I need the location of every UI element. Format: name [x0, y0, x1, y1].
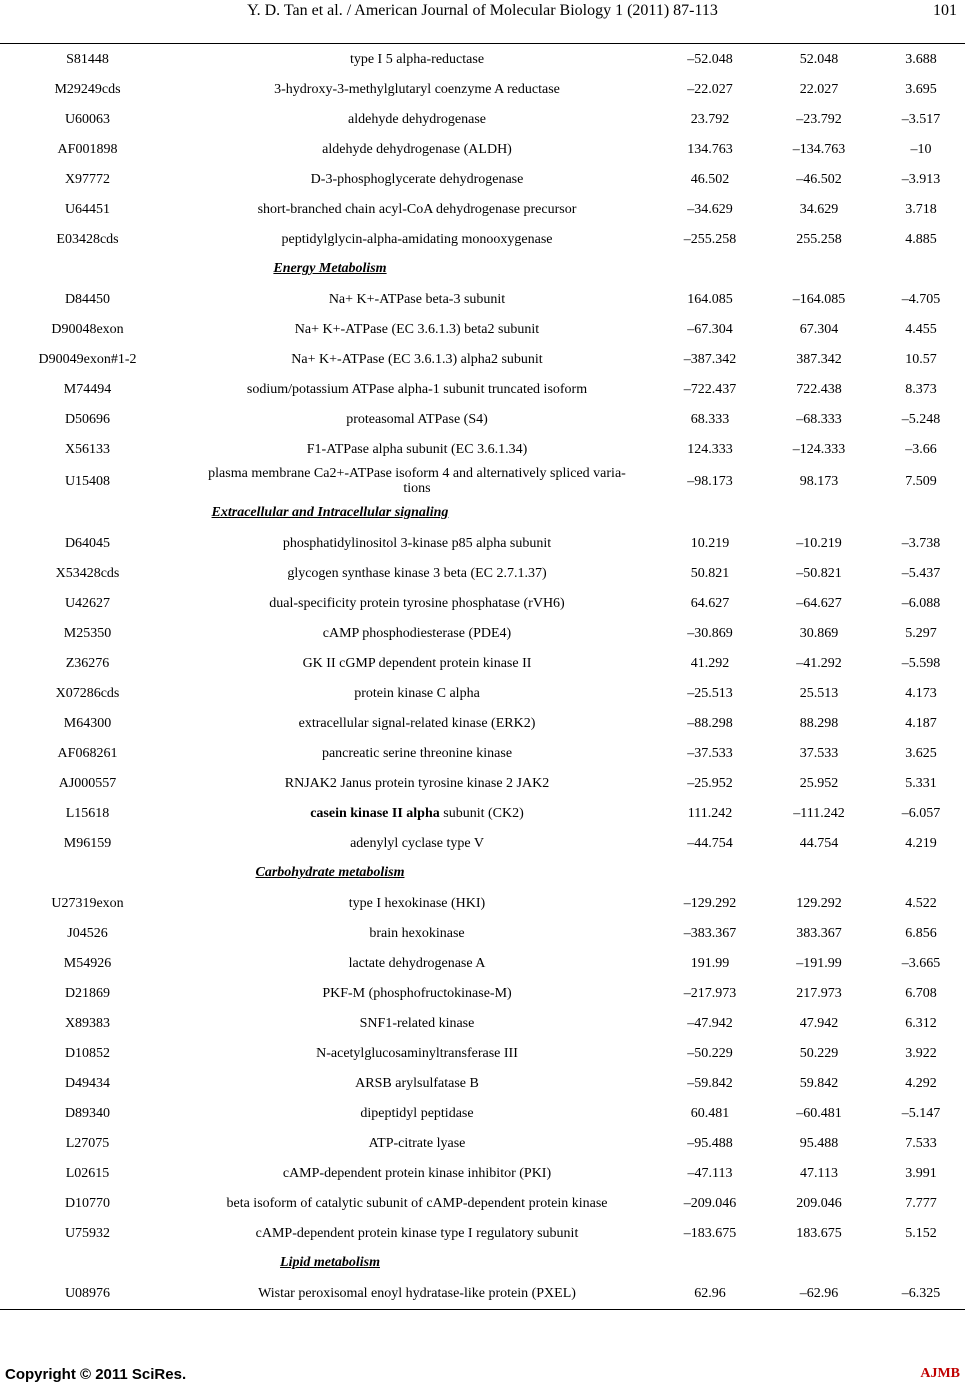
value3-cell: 5.297 [905, 625, 937, 641]
value2-cell: 383.367 [796, 925, 842, 941]
table-row [0, 344, 965, 374]
table-row [0, 1098, 965, 1128]
table-row [0, 588, 965, 618]
gene-id-cell: L15618 [65, 805, 110, 821]
gene-id-cell: D64045 [64, 535, 111, 551]
table-row [0, 558, 965, 588]
value1-cell: –25.952 [687, 775, 733, 791]
value1-cell: 164.085 [687, 291, 733, 307]
value2-cell: 22.027 [799, 81, 839, 97]
gene-id-cell: J04526 [67, 925, 108, 941]
value1-cell: –34.629 [687, 201, 733, 217]
value3-cell: –5.437 [901, 565, 941, 581]
value2-cell: 52.048 [799, 51, 839, 67]
table-row [0, 1158, 965, 1188]
section-title: Energy Metabolism [273, 261, 387, 276]
table-row [0, 1188, 965, 1218]
value3-cell: –5.248 [901, 411, 941, 427]
description-cell: Wistar peroxisomal enoyl hydratase-like protein (PXEL) [258, 1285, 576, 1301]
value2-cell: 255.258 [796, 231, 842, 247]
section-title: Lipid metabolism [280, 1255, 380, 1270]
description-cell: RNJAK2 Janus protein tyrosine kinase 2 JAK2 [284, 775, 550, 791]
description-cell: ARSB arylsulfatase B [355, 1075, 479, 1091]
value2-cell: –62.96 [799, 1285, 839, 1301]
description-cell: Na+ K+-ATPase beta-3 subunit [328, 291, 506, 307]
table-row [0, 708, 965, 738]
gene-id-cell: D84450 [64, 291, 111, 307]
description-cell: type I hexokinase (HKI) [348, 895, 486, 911]
value3-cell: –3.738 [901, 535, 941, 551]
table-row [0, 1068, 965, 1098]
gene-id-cell: M25350 [63, 625, 112, 641]
value2-cell: 98.173 [799, 473, 839, 489]
value2-cell: 722.438 [796, 381, 842, 397]
value1-cell: 60.481 [690, 1105, 730, 1121]
gene-id-cell: M54926 [63, 955, 112, 971]
table-row [0, 74, 965, 104]
value2-cell: –41.292 [796, 655, 842, 671]
value1-cell: –387.342 [683, 351, 737, 367]
value1-cell: 62.96 [694, 1285, 726, 1301]
table-row [0, 404, 965, 434]
value3-cell: –3.517 [901, 111, 941, 127]
description-cell: F1-ATPase alpha subunit (EC 3.6.1.34) [306, 441, 528, 457]
table-bottom-rule [0, 1309, 965, 1310]
value3-cell: –4.705 [901, 291, 941, 307]
value1-cell: 134.763 [687, 141, 733, 157]
value3-cell: –3.665 [901, 955, 941, 971]
value2-cell: 129.292 [796, 895, 842, 911]
value1-cell: 111.242 [687, 805, 733, 821]
description-cell: cAMP-dependent protein kinase type I regulatory subunit [255, 1225, 579, 1241]
value2-cell: 217.973 [796, 985, 842, 1001]
value2-cell: 88.298 [799, 715, 839, 731]
gene-id-cell: X07286cds [55, 685, 120, 701]
value2-cell: –10.219 [796, 535, 842, 551]
gene-id-cell: U64451 [64, 201, 111, 217]
value3-cell: –6.057 [901, 805, 941, 821]
description-cell: phosphatidylinositol 3-kinase p85 alpha subunit [282, 535, 552, 551]
table-row [0, 1008, 965, 1038]
table-row [0, 738, 965, 768]
description-cell: ATP-citrate lyase [368, 1135, 466, 1151]
value1-cell: 23.792 [690, 111, 730, 127]
table-row [0, 828, 965, 858]
table-row [0, 648, 965, 678]
value3-cell: –3.913 [901, 171, 941, 187]
table-row [0, 224, 965, 254]
value3-cell: –5.598 [901, 655, 941, 671]
value1-cell: 41.292 [690, 655, 730, 671]
gene-id-cell: U42627 [64, 595, 111, 611]
gene-id-cell: D90049exon#1-2 [38, 351, 137, 367]
value2-cell: 34.629 [799, 201, 839, 217]
value1-cell: 50.821 [690, 565, 730, 581]
value1-cell: –95.488 [687, 1135, 733, 1151]
table-row [0, 948, 965, 978]
gene-id-cell: U60063 [64, 111, 111, 127]
description-cell: cAMP-dependent protein kinase inhibitor (PKI) [282, 1165, 552, 1181]
value2-cell: –164.085 [792, 291, 846, 307]
value1-cell: –59.842 [687, 1075, 733, 1091]
description-cell: short-branched chain acyl-CoA dehydrogenase precursor [257, 201, 577, 217]
gene-id-cell: X89383 [64, 1015, 111, 1031]
value2-cell: 47.942 [799, 1015, 839, 1031]
value1-cell: –25.513 [687, 685, 733, 701]
description-cell: extracellular signal-related kinase (ERK2) [298, 715, 536, 731]
table-row [0, 528, 965, 558]
value2-cell: 95.488 [799, 1135, 839, 1151]
value3-cell: –3.66 [905, 441, 937, 457]
value2-cell: 47.113 [800, 1165, 838, 1181]
description-cell: PKF-M (phosphofructokinase-M) [322, 985, 512, 1001]
description-cell: aldehyde dehydrogenase [348, 111, 486, 127]
description-cell: N-acetylglucosaminyltransferase III [316, 1045, 518, 1061]
gene-id-cell: U15408 [64, 473, 111, 489]
description-cell: Na+ K+-ATPase (EC 3.6.1.3) beta2 subunit [294, 321, 540, 337]
gene-id-cell: AJ000557 [58, 775, 117, 791]
gene-id-cell: U27319exon [51, 895, 124, 911]
gene-id-cell: U08976 [64, 1285, 111, 1301]
gene-id-cell: D10852 [64, 1045, 111, 1061]
description-cell: peptidylglycin-alpha-amidating monooxygenase [281, 231, 553, 247]
running-head: Y. D. Tan et al. / American Journal of Molecular Biology 1 (2011) 87-113 [247, 2, 718, 19]
value2-cell: –23.792 [796, 111, 842, 127]
gene-id-cell: AF001898 [57, 141, 118, 157]
description-cell: Na+ K+-ATPase (EC 3.6.1.3) alpha2 subunit [291, 351, 543, 367]
section-heading [0, 254, 965, 284]
table-row [0, 1278, 965, 1308]
section-title: Extracellular and Intracellular signaling [211, 505, 449, 520]
description-cell: dipeptidyl peptidase [360, 1105, 474, 1121]
table-row [0, 434, 965, 464]
value3-cell: –5.147 [901, 1105, 941, 1121]
table-row [0, 464, 965, 498]
value3-cell: 8.373 [905, 381, 937, 397]
value2-cell: –46.502 [796, 171, 842, 187]
value1-cell: 124.333 [687, 441, 733, 457]
gene-id-cell: S81448 [66, 51, 109, 67]
gene-id-cell: D89340 [64, 1105, 111, 1121]
value2-cell: –191.99 [796, 955, 842, 971]
value2-cell: –60.481 [796, 1105, 842, 1121]
value3-cell: –10 [910, 141, 932, 157]
value3-cell: –6.088 [901, 595, 941, 611]
value1-cell: –67.304 [687, 321, 733, 337]
description-cell: beta isoform of catalytic subunit of cAMP-dependent protein kinase [226, 1195, 608, 1211]
gene-id-cell: D21869 [64, 985, 111, 1001]
value1-cell: –383.367 [683, 925, 737, 941]
table-row [0, 798, 965, 828]
value2-cell: 67.304 [799, 321, 839, 337]
table-row [0, 618, 965, 648]
section-heading [0, 858, 965, 888]
description-cell: type I 5 alpha-reductase [349, 51, 485, 67]
description-cell: cAMP phosphodiesterase (PDE4) [322, 625, 512, 641]
section-heading [0, 1248, 965, 1278]
description-cell: proteasomal ATPase (S4) [346, 411, 488, 427]
value1-cell: –722.437 [683, 381, 737, 397]
value1-cell: –47.113 [687, 1165, 733, 1181]
description-cell: brain hexokinase [369, 925, 465, 941]
table-row [0, 134, 965, 164]
value3-cell: 4.173 [905, 685, 937, 701]
value3-cell: 4.455 [905, 321, 937, 337]
value3-cell: 5.152 [905, 1225, 937, 1241]
table-row [0, 194, 965, 224]
table-row [0, 1038, 965, 1068]
value2-cell: 44.754 [799, 835, 839, 851]
value3-cell: 3.688 [905, 51, 937, 67]
table-row [0, 1218, 965, 1248]
value1-cell: 191.99 [690, 955, 730, 971]
value3-cell: 4.187 [905, 715, 937, 731]
description-cell: protein kinase C alpha [354, 685, 480, 701]
gene-table [0, 44, 965, 1308]
value3-cell: 4.292 [905, 1075, 937, 1091]
value3-cell: 5.331 [905, 775, 937, 791]
section-title: Carbohydrate metabolism [255, 865, 405, 880]
gene-id-cell: M74494 [63, 381, 112, 397]
value2-cell: 209.046 [796, 1195, 842, 1211]
gene-id-cell: D90048exon [51, 321, 124, 337]
description-cell: plasma membrane Ca2+-ATPase isoform 4 and alternatively spliced varia- tions [208, 466, 626, 496]
gene-id-cell: X56133 [64, 441, 111, 457]
value2-cell: 50.229 [799, 1045, 839, 1061]
value2-cell: –64.627 [796, 595, 842, 611]
gene-id-cell: L27075 [65, 1135, 110, 1151]
value1-cell: –255.258 [683, 231, 737, 247]
value1-cell: –52.048 [687, 51, 733, 67]
description-cell: D-3-phosphoglycerate dehydrogenase [310, 171, 524, 187]
table-row [0, 44, 965, 74]
value3-cell: 3.991 [905, 1165, 937, 1181]
value3-cell: 7.533 [905, 1135, 937, 1151]
table-row [0, 978, 965, 1008]
value1-cell: 64.627 [690, 595, 730, 611]
description-cell: adenylyl cyclase type V [350, 835, 484, 851]
gene-id-cell: M96159 [63, 835, 112, 851]
table-row [0, 164, 965, 194]
description-cell [175, 798, 659, 828]
table-row [0, 918, 965, 948]
gene-id-cell: E03428cds [56, 231, 119, 247]
table-row [0, 314, 965, 344]
description-cell: dual-specificity protein tyrosine phosphatase (rVH6) [269, 595, 565, 611]
table-row [0, 888, 965, 918]
table-row [0, 284, 965, 314]
description-cell: glycogen synthase kinase 3 beta (EC 2.7.1.37) [287, 565, 547, 581]
value3-cell: 7.777 [905, 1195, 937, 1211]
gene-id-cell: D50696 [64, 411, 111, 427]
value3-cell: 10.57 [905, 351, 937, 367]
value2-cell: 25.513 [799, 685, 839, 701]
gene-id-cell: U75932 [64, 1225, 111, 1241]
value2-cell: 59.842 [799, 1075, 839, 1091]
value2-cell: 183.675 [796, 1225, 842, 1241]
value1-cell: 46.502 [690, 171, 730, 187]
value3-cell: 3.625 [905, 745, 937, 761]
journal-abbrev: AJMB [920, 1366, 960, 1381]
description-cell: lactate dehydrogenase A [348, 955, 486, 971]
value1-cell: –129.292 [683, 895, 737, 911]
value2-cell: –134.763 [792, 141, 846, 157]
value3-cell: 3.695 [905, 81, 937, 97]
table-row [0, 374, 965, 404]
value1-cell: –209.046 [683, 1195, 737, 1211]
value2-cell: –50.821 [796, 565, 842, 581]
gene-id-cell: X97772 [64, 171, 111, 187]
description-bold: casein kinase II alpha [310, 805, 440, 821]
table-row [0, 768, 965, 798]
gene-id-cell: X53428cds [55, 565, 120, 581]
gene-id-cell: D49434 [64, 1075, 111, 1091]
description-cell: sodium/potassium ATPase alpha-1 subunit truncated isoform [246, 381, 588, 397]
value1-cell: –217.973 [683, 985, 737, 1001]
value1-cell: 10.219 [690, 535, 730, 551]
value2-cell: 37.533 [799, 745, 839, 761]
value3-cell: 6.856 [905, 925, 937, 941]
page-number: 101 [933, 2, 957, 19]
value2-cell: 25.952 [799, 775, 839, 791]
value1-cell: –47.942 [687, 1015, 733, 1031]
value3-cell: 4.885 [905, 231, 937, 247]
value1-cell: –22.027 [687, 81, 733, 97]
description-cell: pancreatic serine threonine kinase [321, 745, 513, 761]
value1-cell: 68.333 [690, 411, 730, 427]
value1-cell: –44.754 [687, 835, 733, 851]
table-row [0, 104, 965, 134]
gene-id-cell: M29249cds [54, 81, 121, 97]
description-text: subunit (CK2) [439, 805, 524, 821]
value2-cell: –124.333 [792, 441, 846, 457]
value3-cell: –6.325 [901, 1285, 941, 1301]
value2-cell: –68.333 [796, 411, 842, 427]
value2-cell: 387.342 [796, 351, 842, 367]
value1-cell: –50.229 [687, 1045, 733, 1061]
description-cell: SNF1-related kinase [359, 1015, 475, 1031]
value1-cell: –37.533 [687, 745, 733, 761]
value1-cell: –98.173 [687, 473, 733, 489]
gene-id-cell: AF068261 [57, 745, 118, 761]
description-cell: aldehyde dehydrogenase (ALDH) [322, 141, 512, 157]
gene-id-cell: M64300 [63, 715, 112, 731]
description-cell: 3-hydroxy-3-methylglutaryl coenzyme A reductase [274, 81, 560, 97]
value3-cell: 6.312 [905, 1015, 937, 1031]
page-header [0, 0, 965, 22]
value3-cell: 6.708 [905, 985, 937, 1001]
value1-cell: –183.675 [683, 1225, 737, 1241]
table-row [0, 1128, 965, 1158]
value1-cell: –30.869 [687, 625, 733, 641]
value3-cell: 3.922 [905, 1045, 937, 1061]
value2-cell: –111.242 [793, 805, 845, 821]
value3-cell: 3.718 [905, 201, 937, 217]
value3-cell: 7.509 [905, 473, 937, 489]
gene-id-cell: L02615 [65, 1165, 110, 1181]
value3-cell: 4.219 [905, 835, 937, 851]
value3-cell: 4.522 [905, 895, 937, 911]
gene-id-cell: D10770 [64, 1195, 111, 1211]
section-heading [0, 498, 965, 528]
gene-id-cell: Z36276 [65, 655, 110, 671]
copyright-notice: Copyright © 2011 SciRes. [5, 1366, 187, 1383]
description-cell: GK II cGMP dependent protein kinase II [302, 655, 532, 671]
value2-cell: 30.869 [799, 625, 839, 641]
table-row [0, 678, 965, 708]
value1-cell: –88.298 [687, 715, 733, 731]
